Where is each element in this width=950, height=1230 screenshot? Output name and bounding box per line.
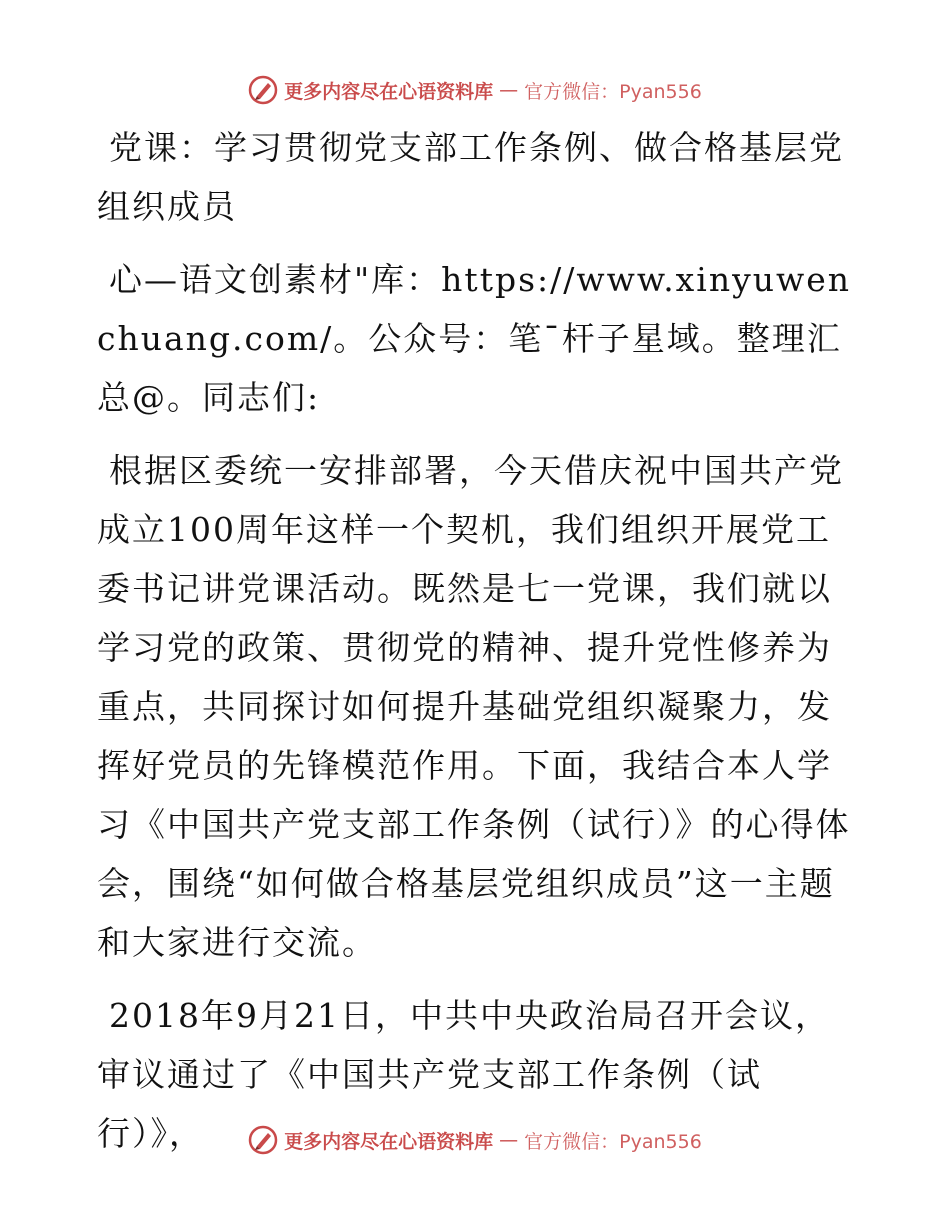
paragraph: 根据区委统一安排部署，今天借庆祝中国共产党成立100周年这样一个契机，我们组织开展党工委书记讲党课活动。既然是七一党课，我们就以学习党的政策、贯彻党的精神、提升党性修养为重点，共同探讨如何提升基础党组织凝聚力，发挥好党员的先锋模范作用。下面，我结合本人学习《中国共产党支部工作条例（试行）》的心得体会，围绕“如何做合格基层党组织成员”这一主题和大家进行交流。 bbox=[97, 451, 851, 962]
source-line: 心—语文创素材"库：https://www.xinyuwenchuang.com/。公众号：笔¯杆子星域。整理汇总@。同志们: bbox=[97, 260, 852, 417]
pen-logo-icon bbox=[248, 75, 278, 105]
footer-banner bbox=[0, 1120, 950, 1160]
banner-text: 更多内容尽在心语资料库 bbox=[284, 1130, 494, 1153]
header-banner bbox=[0, 70, 950, 110]
banner-separator: — bbox=[499, 1129, 519, 1151]
banner-text: 更多内容尽在心语资料库 bbox=[284, 80, 494, 103]
banner-separator: — bbox=[499, 79, 519, 101]
banner-wechat: 官方微信：Pyan556 bbox=[524, 1130, 702, 1153]
document-body bbox=[97, 118, 857, 1177]
banner-wechat: 官方微信：Pyan556 bbox=[524, 80, 702, 103]
pen-logo-icon bbox=[248, 1125, 278, 1155]
paragraph: 2018年9月21日，中共中央政治局召开会议，审议通过了《中国共产党支部工作条例（试行）》， bbox=[97, 996, 830, 1153]
document-title: 党课：学习贯彻党支部工作条例、做合格基层党组织成员 bbox=[97, 128, 844, 226]
